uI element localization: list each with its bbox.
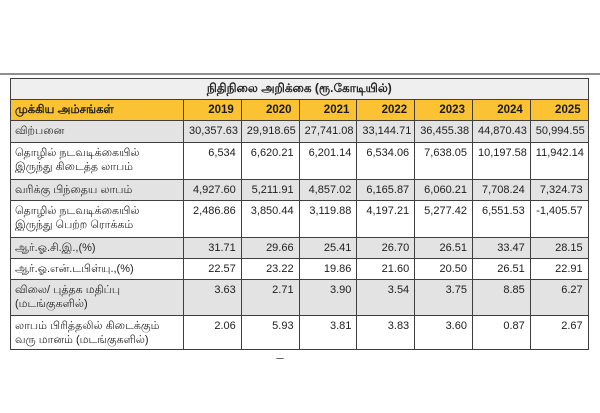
cell-value: 6,534.06 [357, 142, 415, 179]
cell-value: 26.51 [472, 258, 530, 279]
cell-value: 3.60 [415, 315, 473, 350]
row-label: லாபம் பிரித்தலில் கிடைக்கும் வரு மானம் (மடங்குகளில்) [11, 315, 184, 350]
cell-value: 11,942.14 [530, 142, 588, 179]
cell-value: 2.67 [530, 315, 588, 350]
cell-value: 23.22 [241, 258, 299, 279]
cell-value: 3.90 [299, 279, 357, 315]
column-header-year-2024: 2024 [472, 99, 530, 120]
cell-value: 30,357.63 [184, 120, 242, 142]
row-label: விற்பனை [11, 120, 184, 142]
cell-value: 20.50 [415, 258, 473, 279]
table-row-ronw [11, 258, 589, 279]
table-row-cash-from-operations [11, 200, 589, 237]
cell-value: 2.71 [241, 279, 299, 315]
cell-value: -1,405.57 [530, 200, 588, 237]
cell-value: 6.27 [530, 279, 588, 315]
cell-value: 36,455.38 [415, 120, 473, 142]
column-header-year-2020: 2020 [241, 99, 299, 120]
row-label: தொழில் நடவடிக்கையில் இருந்து பெற்ற ரொக்கம் [11, 200, 184, 237]
page-divider [0, 73, 600, 75]
table-row-dividend-yield [11, 315, 589, 350]
cell-value: 26.51 [415, 237, 473, 258]
cell-value: 3.63 [184, 279, 242, 315]
cell-value: 6,060.21 [415, 179, 473, 200]
cell-value: 26.70 [357, 237, 415, 258]
cell-value: 7,324.73 [530, 179, 588, 200]
cell-value: 5,211.91 [241, 179, 299, 200]
cell-value: 8.85 [472, 279, 530, 315]
cell-value: 4,197.21 [357, 200, 415, 237]
cell-value: 21.60 [357, 258, 415, 279]
cell-value: 6,165.87 [357, 179, 415, 200]
cell-value: 6,551.53 [472, 200, 530, 237]
cell-value: 22.91 [530, 258, 588, 279]
cell-value: 28.15 [530, 237, 588, 258]
column-header-year-2019: 2019 [184, 99, 242, 120]
cell-value: 33.47 [472, 237, 530, 258]
row-label: வரிக்கு பிந்தைய லாபம் [11, 179, 184, 200]
row-label: தொழில் நடவடிக்கையில் இருந்து கிடைத்த லாபம் [11, 142, 184, 179]
cell-value: 44,870.43 [472, 120, 530, 142]
cell-value: 22.57 [184, 258, 242, 279]
cell-value: 29,918.65 [241, 120, 299, 142]
column-header-year-2021: 2021 [299, 99, 357, 120]
cell-value: 5,277.42 [415, 200, 473, 237]
row-label: ஆர்.ஓ.சி.இ.,(%) [11, 237, 184, 258]
cell-value: 3.81 [299, 315, 357, 350]
table-row-profit-after-tax [11, 179, 589, 200]
cell-value: 31.71 [184, 237, 242, 258]
cell-value: 5.93 [241, 315, 299, 350]
table-row-roce [11, 237, 589, 258]
table-title-row [11, 79, 589, 100]
column-header-year-2025: 2025 [530, 99, 588, 120]
cell-value: 27,741.08 [299, 120, 357, 142]
table-title: நிதிநிலை அறிக்கை (ரூ.கோடியில்) [11, 79, 589, 100]
cell-value: 10,197.58 [472, 142, 530, 179]
cell-value: 2,486.86 [184, 200, 242, 237]
cell-value: 3.54 [357, 279, 415, 315]
cell-value: 3.75 [415, 279, 473, 315]
cell-value: 6,201.14 [299, 142, 357, 179]
financial-statement-table [10, 78, 589, 350]
cell-value: 6,620.21 [241, 142, 299, 179]
cell-value: 4,927.60 [184, 179, 242, 200]
cell-value: 3,119.88 [299, 200, 357, 237]
table-row-sales [11, 120, 589, 142]
cell-value: 7,708.24 [472, 179, 530, 200]
cell-value: 3.83 [357, 315, 415, 350]
column-header-key-aspects: முக்கிய அம்சங்கள் [11, 99, 184, 120]
column-header-year-2023: 2023 [415, 99, 473, 120]
cell-value: 50,994.55 [530, 120, 588, 142]
cell-value: 3,850.44 [241, 200, 299, 237]
table-row-operating-profit [11, 142, 589, 179]
table-row-price-to-book [11, 279, 589, 315]
cell-value: 33,144.71 [357, 120, 415, 142]
cell-value: 19.86 [299, 258, 357, 279]
cell-value: 29.66 [241, 237, 299, 258]
cell-value: 25.41 [299, 237, 357, 258]
table-header-row [11, 99, 589, 120]
cell-value: 2.06 [184, 315, 242, 350]
row-label: ஆர்.ஓ.என்.டபிள்யு.,(%) [11, 258, 184, 279]
page-separator-dash: – [276, 350, 284, 365]
cell-value: 4,857.02 [299, 179, 357, 200]
row-label: விலை/ புத்தக மதிப்பு (மடங்குகளில்) [11, 279, 184, 315]
cell-value: 7,638.05 [415, 142, 473, 179]
cell-value: 0.87 [472, 315, 530, 350]
column-header-year-2022: 2022 [357, 99, 415, 120]
cell-value: 6,534 [184, 142, 242, 179]
